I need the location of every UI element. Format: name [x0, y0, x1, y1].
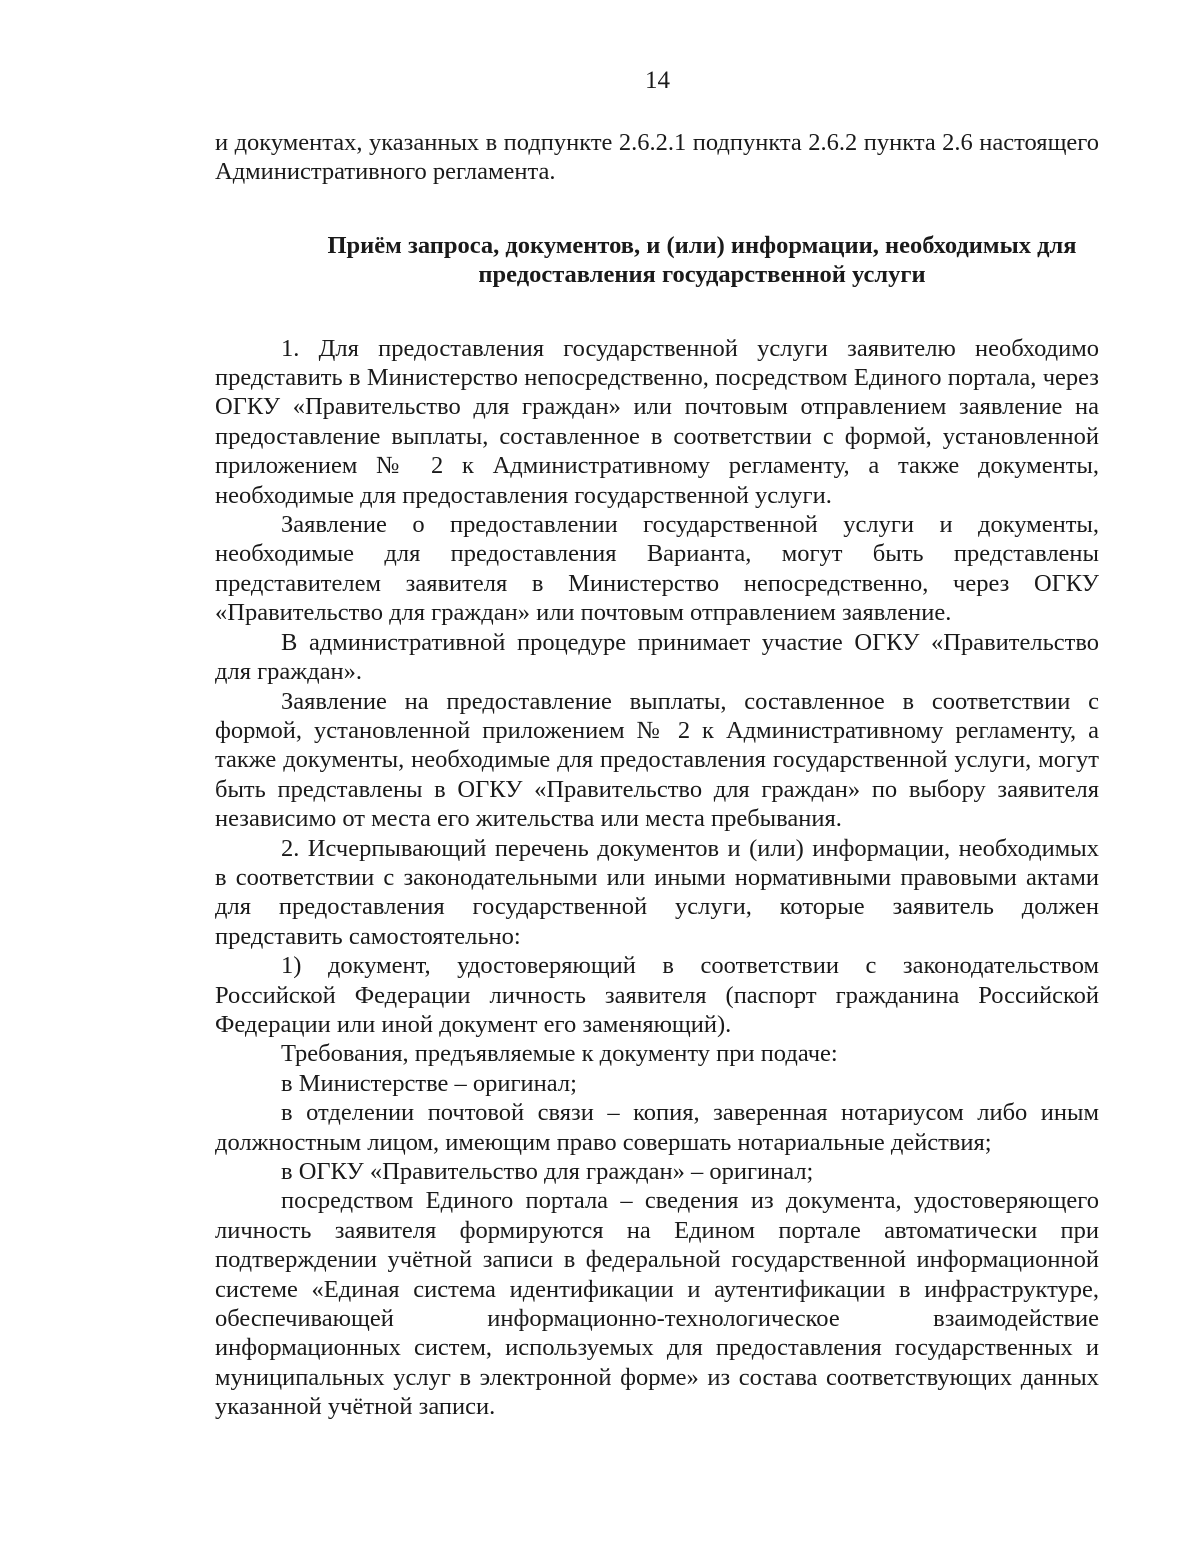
paragraph: в отделении почтовой связи – копия, заверенная нотариусом либо иным должностным лицом, имеющим право совершать нотариальные действия; [215, 1099, 1099, 1156]
document-body [215, 128, 1099, 1422]
paragraph: Требования, предъявляемые к документу при подаче: [281, 1040, 838, 1068]
paragraph: в ОГКУ «Правительство для граждан» – оригинал; [281, 1158, 814, 1185]
paragraph: в Министерстве – оригинал; [281, 1069, 577, 1097]
section-heading-line-2: предоставления государственной услуги [478, 261, 926, 289]
section-heading [215, 231, 1099, 290]
paragraph: Заявление на предоставление выплаты, составленное в соответствии с формой, установленной приложением № 2 к Административному регламенту, а также документы, необходимые для предоставления государственной услуги, могут быть представлены в ОГКУ «Правительство для граждан» по выбору заявителя независимо от места его жительства или места пребывания. [215, 687, 1099, 833]
paragraph: 1. Для предоставления государственной услуги заявителю необходимо представить в Министерство непосредственно, посредством Единого портала, через ОГКУ «Правительство для граждан» или почтовым отправлением заявление на предоставление выплаты, составленное в соответствии с формой, установленной приложением № 2 к Административному регламенту, а также документы, необходимые для предоставления государственной услуги. [215, 334, 1099, 509]
paragraph: посредством Единого портала – сведения из документа, удостоверяющего личность заявителя формируются на Едином портале автоматически при подтверждении учётной записи в федеральной государственной информационной системе «Единая система идентификации и аутентификации в инфраструктуре, обеспечивающей информационно-технологическое взаимодействие информационных систем, используемых для предоставления государственных и муниципальных услуг в электронной форме» из состава соответствующих данных указанной учётной записи. [215, 1187, 1099, 1421]
paragraph: 1) документ, удостоверяющий в соответствии с законодательством Российской Федерации личность заявителя (паспорт гражданина Российской Федерации или иной документ его заменяющий). [215, 952, 1099, 1038]
paragraph: 2. Исчерпывающий перечень документов и (или) информации, необходимых в соответствии с законодательными или иными нормативными правовыми актами для предоставления государственной услуги, которые заявитель должен представить самостоятельно: [215, 834, 1099, 950]
paragraph: Заявление о предоставлении государственной услуги и документы, необходимые для предоставления Варианта, могут быть представлены представителем заявителя в Министерство непосредственно, через ОГКУ «Правительство для граждан» или почтовым отправлением заявление. [215, 511, 1099, 627]
intro-paragraph: и документах, указанных в подпункте 2.6.2.1 подпункта 2.6.2 пункта 2.6 настоящего Административного регламента. [215, 129, 1099, 186]
section-heading-line-1: Приём запроса, документов, и (или) информации, необходимых для [327, 231, 1077, 259]
paragraph: В административной процедуре принимает участие ОГКУ «Правительство для граждан». [215, 628, 1099, 686]
page-number: 14 [645, 67, 670, 94]
